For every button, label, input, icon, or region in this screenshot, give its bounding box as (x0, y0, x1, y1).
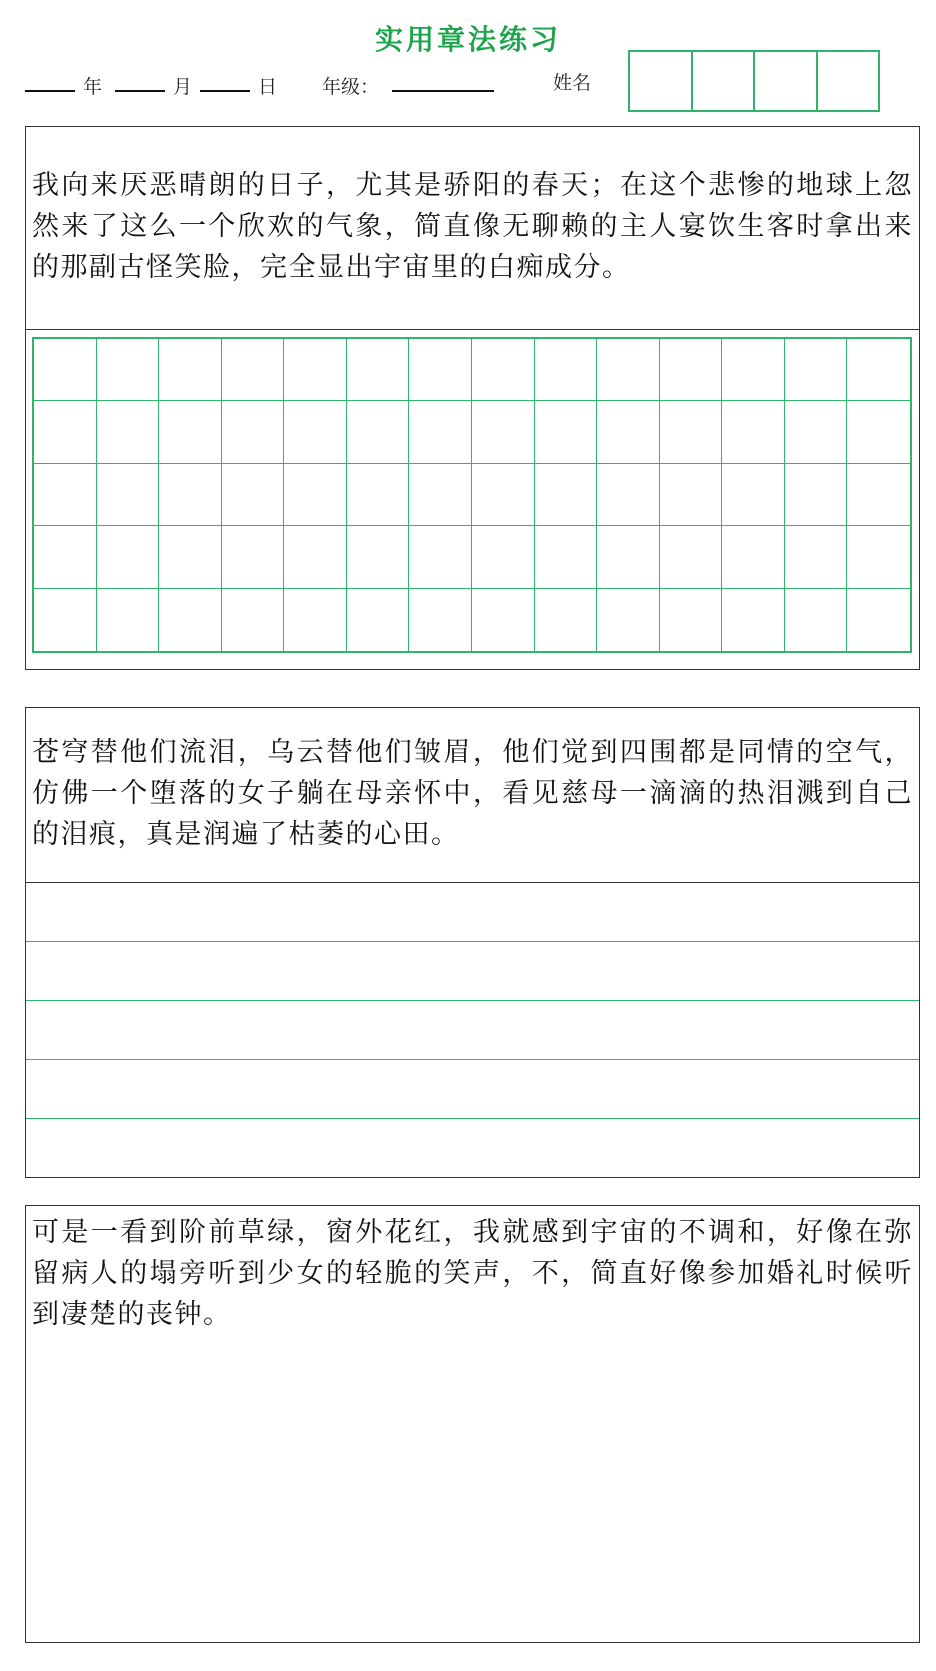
grid-cell[interactable] (660, 589, 723, 651)
year-label: 年 (83, 76, 103, 98)
grid-cell[interactable] (722, 401, 785, 463)
grid-cell[interactable] (847, 339, 910, 401)
grid-cell[interactable] (97, 401, 160, 463)
free-writing-area[interactable] (26, 1346, 919, 1642)
year-blank[interactable] (25, 90, 75, 92)
grid-cell[interactable] (222, 401, 285, 463)
grid-cell[interactable] (660, 401, 723, 463)
grid-cell[interactable] (722, 526, 785, 588)
grid-cell[interactable] (535, 339, 598, 401)
grid-cell[interactable] (409, 401, 472, 463)
grid-cell[interactable] (597, 589, 660, 651)
name-label: 姓名 (553, 72, 592, 94)
grid-cell[interactable] (284, 339, 347, 401)
grid-cell[interactable] (597, 464, 660, 526)
grid-cell[interactable] (159, 526, 222, 588)
grid-cell[interactable] (535, 526, 598, 588)
grid-cell[interactable] (847, 401, 910, 463)
grid-cell[interactable] (785, 401, 848, 463)
grid-cell[interactable] (472, 526, 535, 588)
square-grid[interactable] (32, 337, 912, 653)
month-label: 月 (173, 76, 193, 98)
grid-cell[interactable] (347, 589, 410, 651)
grid-cell[interactable] (472, 589, 535, 651)
practice-section-2 (25, 707, 920, 1178)
passage-3: 可是一看到阶前草绿，窗外花红，我就感到宇宙的不调和，好像在弥留病人的塌旁听到少女的轻脆的笑声，不，简直好像参加婚礼时候听到凄楚的丧钟。 (32, 1217, 913, 1330)
grid-cell[interactable] (222, 464, 285, 526)
grid-cell[interactable] (97, 589, 160, 651)
grid-cell[interactable] (159, 401, 222, 463)
section-divider (26, 329, 919, 330)
month-blank[interactable] (115, 90, 165, 92)
grid-cell[interactable] (409, 526, 472, 588)
grid-cell[interactable] (34, 464, 97, 526)
grid-cell[interactable] (284, 526, 347, 588)
grid-cell[interactable] (535, 589, 598, 651)
grid-cell[interactable] (159, 464, 222, 526)
grid-cell[interactable] (785, 589, 848, 651)
grid-cell[interactable] (409, 339, 472, 401)
grid-cell[interactable] (159, 339, 222, 401)
grid-cell[interactable] (722, 339, 785, 401)
name-box[interactable] (755, 52, 818, 110)
grid-cell[interactable] (409, 464, 472, 526)
grid-cell[interactable] (847, 464, 910, 526)
writing-line[interactable] (26, 941, 919, 942)
grid-cell[interactable] (722, 464, 785, 526)
grid-cell[interactable] (535, 464, 598, 526)
grid-cell[interactable] (34, 526, 97, 588)
grid-cell[interactable] (97, 464, 160, 526)
grade-label: 年级： (322, 76, 380, 98)
grid-cell[interactable] (222, 339, 285, 401)
grid-cell[interactable] (34, 401, 97, 463)
grid-cell[interactable] (597, 339, 660, 401)
grid-cell[interactable] (785, 339, 848, 401)
grid-cell[interactable] (722, 589, 785, 651)
practice-section-1 (25, 126, 920, 670)
passage-2: 苍穹替他们流泪，乌云替他们皱眉，他们觉到四围都是同情的空气，仿佛一个堕落的女子躺在母亲怀中，看见慈母一滴滴的热泪溅到自己的泪痕，真是润遍了枯萎的心田。 (32, 737, 913, 850)
section-divider (26, 882, 919, 883)
name-box[interactable] (693, 52, 756, 110)
grid-cell[interactable] (34, 589, 97, 651)
grid-cell[interactable] (660, 464, 723, 526)
grid-cell[interactable] (284, 589, 347, 651)
grid-cell[interactable] (347, 464, 410, 526)
grid-cell[interactable] (97, 339, 160, 401)
grid-cell[interactable] (847, 589, 910, 651)
grid-cell[interactable] (660, 526, 723, 588)
grid-cell[interactable] (159, 589, 222, 651)
grid-cell[interactable] (284, 401, 347, 463)
name-box[interactable] (630, 52, 693, 110)
grid-cell[interactable] (409, 589, 472, 651)
grid-cell[interactable] (472, 464, 535, 526)
day-label: 日 (258, 76, 278, 98)
grid-cell[interactable] (34, 339, 97, 401)
grid-cell[interactable] (847, 526, 910, 588)
grid-cell[interactable] (347, 526, 410, 588)
grid-cell[interactable] (222, 589, 285, 651)
grid-cell[interactable] (785, 464, 848, 526)
grid-cell[interactable] (535, 401, 598, 463)
page-title: 实用章法练习 (374, 23, 561, 56)
name-boxes (628, 50, 880, 112)
grade-blank[interactable] (392, 90, 494, 92)
grid-cell[interactable] (347, 339, 410, 401)
writing-line[interactable] (26, 1118, 919, 1119)
grid-cell[interactable] (597, 526, 660, 588)
grid-cell[interactable] (97, 526, 160, 588)
writing-line[interactable] (26, 1000, 919, 1001)
grid-cell[interactable] (597, 401, 660, 463)
grid-cell[interactable] (284, 464, 347, 526)
grid-cell[interactable] (347, 401, 410, 463)
writing-line[interactable] (26, 1059, 919, 1060)
practice-section-3 (25, 1205, 920, 1643)
day-blank[interactable] (200, 90, 250, 92)
grid-cell[interactable] (785, 526, 848, 588)
grid-cell[interactable] (660, 339, 723, 401)
name-box[interactable] (818, 52, 879, 110)
grid-cell[interactable] (472, 339, 535, 401)
grid-cell[interactable] (222, 526, 285, 588)
grid-cell[interactable] (472, 401, 535, 463)
passage-1: 我向来厌恶晴朗的日子，尤其是骄阳的春天；在这个悲惨的地球上忽然来了这么一个欣欢的气象，简直像无聊赖的主人宴饮生客时拿出来的那副古怪笑脸，完全显出宇宙里的白痴成分。 (32, 170, 913, 283)
